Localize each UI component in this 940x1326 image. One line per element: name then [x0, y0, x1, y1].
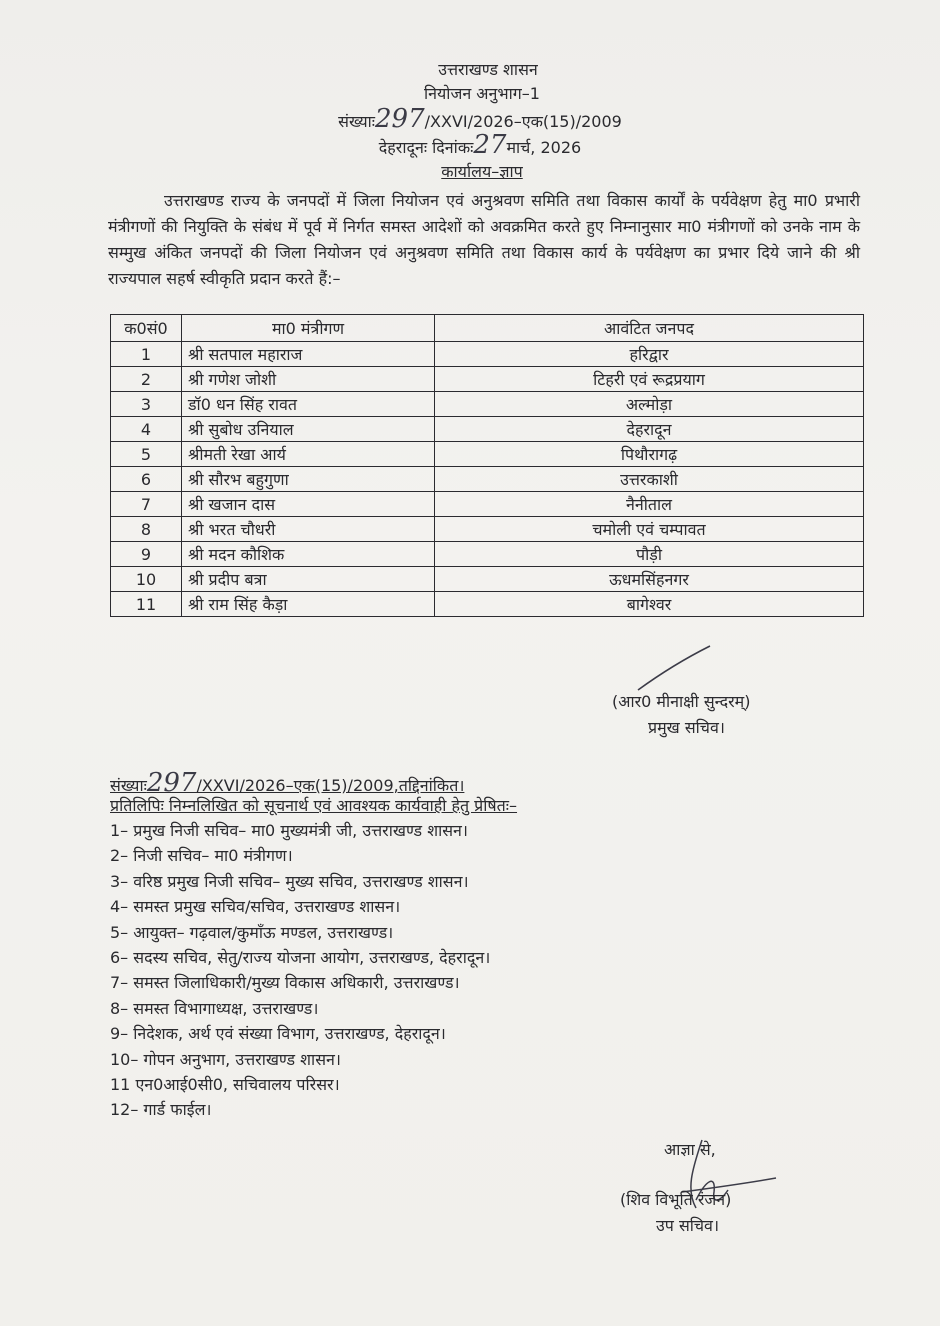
minister-name-cell: श्री भरत चौधरी [182, 517, 435, 542]
table-header-row [111, 315, 864, 342]
serial-cell: 4 [111, 417, 182, 442]
district-cell: टिहरी एवं रूद्रप्रयाग [435, 367, 864, 392]
list-item: 2– निजी सचिव– मा0 मंत्रीगण। [110, 846, 293, 866]
district-cell: उत्तरकाशी [435, 467, 864, 492]
table-row [111, 342, 864, 367]
signatory1-title: प्रमुख सचिव। [648, 718, 725, 737]
serial-cell: 8 [111, 517, 182, 542]
order-date-suffix: मार्च, 2026 [506, 138, 582, 157]
table-row [111, 367, 864, 392]
district-cell: चमोली एवं चम्पावत [435, 517, 864, 542]
signatory2-title: उप सचिव। [656, 1216, 720, 1235]
copy-number-handwritten: 297 [146, 768, 197, 798]
list-item: 6– सदस्य सचिव, सेतु/राज्य योजना आयोग, उत्तराखण्ड, देहरादून। [110, 948, 491, 968]
minister-name-cell: श्री राम सिंह कैड़ा [182, 592, 435, 617]
list-item: 1– प्रमुख निजी सचिव– मा0 मुख्यमंत्री जी, उत्तराखण्ड शासन। [110, 821, 468, 840]
list-item: 7– समस्त जिलाधिकारी/मुख्य विकास अधिकारी, उत्तराखण्ड। [110, 973, 460, 993]
order-number-handwritten: 297 [375, 104, 425, 134]
serial-cell: 10 [111, 567, 182, 592]
table-row [111, 392, 864, 417]
allocation-table [110, 314, 864, 617]
list-item: 4– समस्त प्रमुख सचिव/सचिव, उत्तराखण्ड शासन। [110, 897, 401, 917]
serial-cell: 3 [111, 392, 182, 417]
copy-number-prefix: संख्याः [110, 776, 147, 795]
minister-name-cell: श्री गणेश जोशी [182, 367, 435, 392]
minister-name-cell: श्रीमती रेखा आर्य [182, 442, 435, 467]
serial-cell: 2 [111, 367, 182, 392]
government-heading: उत्तराखण्ड शासन [438, 60, 538, 79]
serial-cell: 1 [111, 342, 182, 367]
list-item: 10– गोपन अनुभाग, उत्तराखण्ड शासन। [110, 1049, 341, 1069]
signature-scribble-1 [630, 640, 720, 696]
district-cell: पिथौरागढ़ [435, 442, 864, 467]
district-cell: ऊधमसिंहनगर [435, 567, 864, 592]
minister-name-cell: श्री सतपाल महाराज [182, 342, 435, 367]
order-date-prefix: देहरादूनः दिनांकः [378, 138, 474, 157]
district-cell: पौड़ी [435, 542, 864, 567]
body-paragraph: उत्तराखण्ड राज्य के जनपदों में जिला नियोजन एवं अनुश्रवण समिति तथा विकास कार्यों के पर्यवेक्षण हेतु मा0 प्रभारी मंत्रीगणों की नियुक्ति के संबंध में पूर्व में निर्गत समस्त आदेशों को अवक्रमित करते हुए निम्नानुसार मा0 मंत्रीगणों को उनके नाम के सम्मुख अंकित जनपदों की जिला नियोजन एवं अनुश्रवण समिति तथा विकास कार्य के पर्यवेक्षण का प्रभार दिये जाने की श्री राज्यपाल सहर्ष स्वीकृति प्रदान करते हैं:– [108, 191, 860, 288]
order-date [10, 130, 940, 160]
minister-name-cell: श्री मदन कौशिक [182, 542, 435, 567]
by-order-text: आज्ञा से, [664, 1140, 716, 1159]
list-item: 11 एन0आई0सी0, सचिवालय परिसर। [110, 1075, 340, 1095]
district-cell: हरिद्वार [435, 342, 864, 367]
table-row [111, 517, 864, 542]
list-item: 3– वरिष्ठ प्रमुख निजी सचिव– मुख्य सचिव, उत्तराखण्ड शासन। [110, 871, 469, 891]
district-cell: अल्मोड़ा [435, 392, 864, 417]
table-row [111, 492, 864, 517]
copy-recipient-list [110, 818, 490, 1123]
serial-cell: 7 [111, 492, 182, 517]
district-cell: नैनीताल [435, 492, 864, 517]
serial-cell: 9 [111, 542, 182, 567]
serial-cell: 5 [111, 442, 182, 467]
minister-name-cell: श्री सौरभ बहुगुणा [182, 467, 435, 492]
minister-name-cell: श्री सुबोध उनियाल [182, 417, 435, 442]
signatory2-name: (शिव विभूति रंजन) [620, 1190, 732, 1209]
copy-number-suffix: /XXVI/2026–एक(15)/2009,तद्दिनांकित। [196, 776, 465, 795]
district-cell: देहरादून [435, 417, 864, 442]
order-number-prefix: संख्याः [338, 112, 375, 131]
header-districts: आवंटित जनपद [435, 315, 864, 342]
header-ministers: मा0 मंत्रीगण [182, 315, 435, 342]
minister-name-cell: श्री खजान दास [182, 492, 435, 517]
copy-heading: प्रतिलिपिः निम्नलिखित को सूचनार्थ एवं आवश्यक कार्यवाही हेतु प्रेषितः– [110, 796, 518, 815]
list-item: 5– आयुक्त– गढ़वाल/कुमाँऊ मण्डल, उत्तराखण्ड। [110, 922, 394, 942]
department-heading: नियोजन अनुभाग–1 [424, 84, 540, 103]
minister-name-cell: श्री प्रदीप बत्रा [182, 567, 435, 592]
table-row [111, 567, 864, 592]
table-row [111, 542, 864, 567]
table-row [111, 442, 864, 467]
order-date-handwritten: 27 [473, 130, 507, 160]
order-number-suffix: /XXVI/2026–एक(15)/2009 [424, 112, 622, 131]
minister-name-cell: डॉ0 धन सिंह रावत [182, 392, 435, 417]
table-row [111, 467, 864, 492]
district-cell: बागेश्वर [435, 592, 864, 617]
document-type: कार्यालय–ज्ञाप [441, 162, 523, 181]
signatory1-name: (आर0 मीनाक्षी सुन्दरम्) [612, 692, 751, 711]
table-row [111, 417, 864, 442]
list-item: 12– गार्ड फाईल। [110, 1100, 212, 1120]
header-serial: क0सं0 [111, 315, 182, 342]
table-row [111, 592, 864, 617]
list-item: 9– निदेशक, अर्थ एवं संख्या विभाग, उत्तराखण्ड, देहरादून। [110, 1024, 446, 1044]
serial-cell: 11 [111, 592, 182, 617]
serial-cell: 6 [111, 467, 182, 492]
list-item: 8– समस्त विभागाध्यक्ष, उत्तराखण्ड। [110, 998, 319, 1018]
